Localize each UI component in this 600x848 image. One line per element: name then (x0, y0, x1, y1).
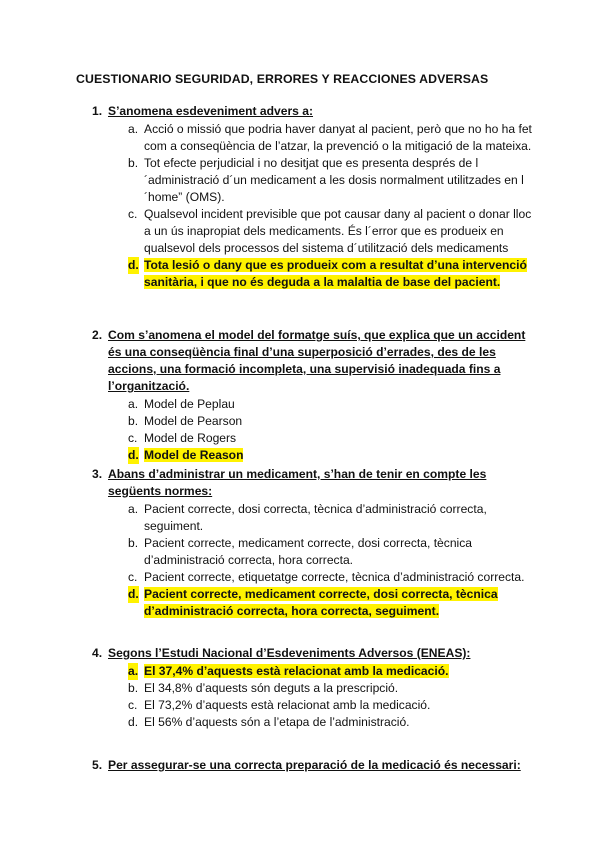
question-stem (92, 466, 532, 500)
option-letter: a. (128, 122, 139, 136)
question-text: Com s’anomena el model del formatge suís, que explica que un accident és una conseqüència final d’una superposició d’errades, des de les accions, una formació incompleta, una supervisió inadequada fins a l’organització. (108, 328, 526, 393)
option-letter: d. (128, 448, 139, 462)
option-text: Model de Pearson (144, 414, 243, 428)
option-a (92, 121, 532, 155)
option-text: Model de Rogers (144, 431, 237, 445)
question-number: 4. (92, 646, 103, 660)
option-text: Tot efecte perjudicial i no desitjat que es presenta després de l´administració d´un medicament a les dosis normalment utilitzades en l´home” (OMS). (144, 156, 524, 204)
option-letter: b. (128, 681, 139, 695)
question-3 (92, 466, 532, 620)
option-list (92, 663, 532, 731)
option-text: Pacient correcte, medicament correcte, dosi correcta, tècnica d’administració correcta, hora correcta, seguiment. (144, 587, 498, 618)
question-1 (92, 103, 532, 291)
option-d-correct (92, 586, 532, 620)
option-letter: b. (128, 156, 139, 170)
option-c (92, 697, 532, 714)
question-number: 2. (92, 328, 103, 342)
option-letter: d. (128, 715, 139, 729)
question-stem (92, 103, 532, 120)
question-text: S’anomena esdeveniment advers a: (108, 104, 314, 118)
option-text: El 37,4% d’aquests està relacionat amb la medicació. (144, 664, 449, 678)
option-a-correct (92, 663, 532, 680)
option-text: Model de Reason (144, 448, 244, 462)
question-number: 1. (92, 104, 103, 118)
option-text: Qualsevol incident previsible que pot causar dany al pacient o donar lloc a un ús inapropiat dels medicaments. És l´error que es produeix en qualsevol dels processos del sistema d´utilització dels medicaments (144, 207, 532, 255)
question-text: Segons l’Estudi Nacional d’Esdeveniments Adversos (ENEAS): (108, 646, 471, 660)
question-number: 5. (92, 758, 103, 772)
option-text: Tota lesió o dany que es produeix com a resultat d’una intervenció sanitària, i que no és deguda a la malaltia de base del pacient. (144, 258, 527, 289)
option-c (92, 430, 532, 447)
option-d-correct (92, 447, 532, 464)
option-letter: c. (128, 570, 138, 584)
question-stem (92, 645, 532, 662)
option-list (92, 501, 532, 620)
option-d-correct (92, 257, 532, 291)
document-title: CUESTIONARIO SEGURIDAD, ERRORES Y REACCIONES ADVERSAS (76, 72, 489, 86)
option-letter: c. (128, 207, 138, 221)
option-list (92, 121, 532, 291)
option-text: Pacient correcte, etiquetatge correcte, tècnica d’administració correcta. (144, 570, 525, 584)
option-b (92, 155, 532, 206)
option-text: Pacient correcte, medicament correcte, dosi correcta, tècnica d’administració correcta, hora correcta. (144, 536, 473, 567)
option-list (92, 396, 532, 464)
option-b (92, 535, 532, 569)
option-letter: a. (128, 664, 139, 678)
option-letter: b. (128, 536, 139, 550)
option-text: Model de Peplau (144, 397, 235, 411)
option-text: El 73,2% d’aquests està relacionat amb la medicació. (144, 698, 431, 712)
option-letter: a. (128, 397, 139, 411)
option-b (92, 413, 532, 430)
question-text: Per assegurar-se una correcta preparació de la medicació és necessari: (108, 758, 521, 772)
option-text: Pacient correcte, dosi correcta, tècnica d’administració correcta, seguiment. (144, 502, 487, 533)
question-stem (92, 757, 532, 774)
option-a (92, 396, 532, 413)
question-stem (92, 327, 532, 395)
option-b (92, 680, 532, 697)
question-text: Abans d’administrar un medicament, s’han de tenir en compte les següents normes: (108, 467, 487, 498)
option-a (92, 501, 532, 535)
question-4 (92, 645, 532, 731)
option-letter: b. (128, 414, 139, 428)
option-letter: a. (128, 502, 139, 516)
option-text: El 34,8% d’aquests són deguts a la prescripció. (144, 681, 399, 695)
question-number: 3. (92, 467, 103, 481)
option-d (92, 714, 532, 731)
option-letter: d. (128, 587, 139, 601)
option-letter: c. (128, 698, 138, 712)
question-2 (92, 327, 532, 464)
option-c (92, 569, 532, 586)
option-text: Acció o missió que podria haver danyat al pacient, però que no ho ha fet com a conseqüència de l’atzar, la prevenció o la mitigació de la mateixa. (144, 122, 532, 153)
option-text: El 56% d’aquests són a l’etapa de l’administració. (144, 715, 410, 729)
option-letter: c. (128, 431, 138, 445)
option-letter: d. (128, 258, 139, 272)
question-5 (92, 757, 532, 774)
option-c (92, 206, 532, 257)
